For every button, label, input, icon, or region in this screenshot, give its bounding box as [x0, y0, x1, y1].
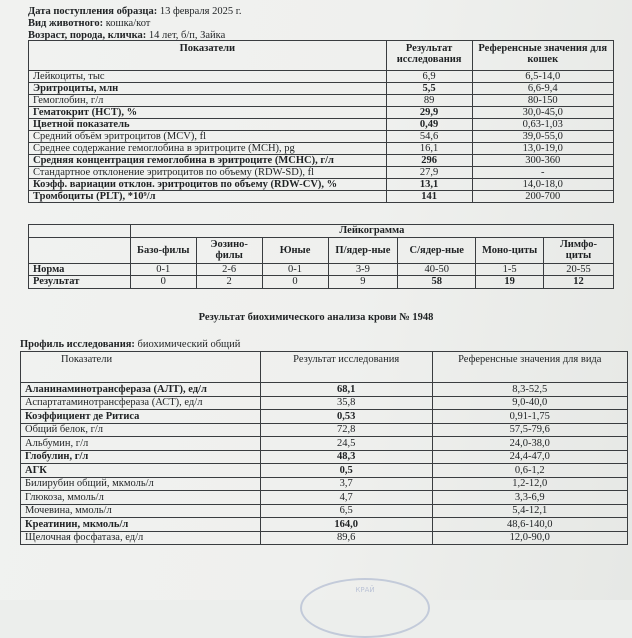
leukogram-norm-cell: 40-50 [398, 263, 476, 276]
biochem-indicator-cell: Аланинаминотрансфераза (АЛТ), ед/л [21, 383, 261, 397]
biochem-result-cell: 4,7 [260, 491, 432, 505]
biochem-reference-cell: 0,6-1,2 [432, 464, 627, 478]
leukogram-norm-cell: 1-5 [476, 263, 544, 276]
sample-date-value: 13 февраля 2025 г. [159, 6, 242, 17]
cbc-row [29, 179, 614, 191]
cbc-header-row [29, 41, 614, 71]
cbc-col-result: Результат исследования [386, 41, 472, 71]
biochem-reference-cell: 5,4-12,1 [432, 504, 627, 518]
biochem-row [21, 450, 628, 464]
biochem-indicator-cell: Глюкоза, ммоль/л [21, 491, 261, 505]
biochem-header-row [21, 352, 628, 383]
cbc-indicator-cell: Тромбоциты (PLT), *10⁹/л [29, 191, 387, 203]
biochem-col-reference: Референсные значения для вида [432, 352, 627, 383]
cbc-indicator-cell: Цветной показатель [29, 119, 387, 131]
biochem-row [21, 491, 628, 505]
cbc-indicator-cell: Среднее содержание гемоглобина в эритроците (МСН), pg [29, 143, 387, 155]
cbc-result-cell: 5,5 [386, 83, 472, 95]
biochem-result-cell: 0,53 [260, 410, 432, 424]
biochem-indicator-cell: АГК [21, 464, 261, 478]
profile-label: Профиль исследования: [20, 339, 135, 350]
cbc-reference-cell: 80-150 [472, 95, 613, 107]
sample-date-line [28, 6, 241, 18]
leukogram-result-cell: 0 [130, 276, 196, 289]
biochem-result-cell: 164,0 [260, 518, 432, 532]
leukogram-col-eosinophils: Эозино-филы [196, 237, 262, 263]
biochem-result-cell: 0,5 [260, 464, 432, 478]
biochem-reference-cell: 24,4-47,0 [432, 450, 627, 464]
biochem-indicator-cell: Билирубин общий, мкмоль/л [21, 477, 261, 491]
leukogram-norm-cell: 0-1 [262, 263, 328, 276]
biochem-reference-cell: 0,91-1,75 [432, 410, 627, 424]
profile-value: биохимический общий [137, 339, 241, 350]
species-value: кошка/кот [105, 18, 151, 29]
cbc-reference-cell: 39,0-55,0 [472, 131, 613, 143]
cbc-row [29, 155, 614, 167]
biochem-row [21, 518, 628, 532]
age-breed-label: Возраст, порода, кличка: [28, 30, 147, 41]
cbc-reference-cell: 6,6-9,4 [472, 83, 613, 95]
biochem-indicator-cell: Коэффициент де Ритиса [21, 410, 261, 424]
cbc-indicator-cell: Лейкоциты, тыс [29, 71, 387, 83]
cbc-result-cell: 27,9 [386, 167, 472, 179]
biochem-indicator-cell: Мочевина, ммоль/л [21, 504, 261, 518]
biochem-reference-cell: 1,2-12,0 [432, 477, 627, 491]
biochem-row [21, 531, 628, 545]
biochem-row [21, 383, 628, 397]
leukogram-title: Лейкограмма [130, 225, 613, 238]
species-line [28, 18, 150, 30]
cbc-indicator-cell: Средний объём эритроцитов (MCV), fl [29, 131, 387, 143]
cbc-reference-cell: 6,5-14,0 [472, 71, 613, 83]
cbc-table [28, 40, 614, 203]
biochem-rows [21, 383, 628, 545]
biochem-indicator-cell: Глобулин, г/л [21, 450, 261, 464]
biochem-row [21, 396, 628, 410]
cbc-indicator-cell: Средняя концентрация гемоглобина в эритроците (МСНС), г/л [29, 155, 387, 167]
cbc-indicator-cell: Стандартное отклонение эритроцитов по объему (RDW-SD), fl [29, 167, 387, 179]
leukogram-result-cell: 9 [328, 276, 398, 289]
biochem-result-cell: 68,1 [260, 383, 432, 397]
cbc-row [29, 95, 614, 107]
leukogram-col-lymphocytes: Лимфо-циты [544, 237, 614, 263]
biochem-result-cell: 24,5 [260, 437, 432, 451]
leukogram-col-band: П/ядер-ные [328, 237, 398, 263]
cbc-reference-cell: - [472, 167, 613, 179]
leukogram-col-segmented: С/ядер-ные [398, 237, 476, 263]
biochem-indicator-cell: Щелочная фосфатаза, ед/л [21, 531, 261, 545]
leukogram-col-young: Юные [262, 237, 328, 263]
cbc-result-cell: 13,1 [386, 179, 472, 191]
cbc-result-cell: 54,6 [386, 131, 472, 143]
cbc-col-indicator: Показатели [29, 41, 387, 71]
biochem-row [21, 423, 628, 437]
cbc-row [29, 167, 614, 179]
biochem-result-cell: 72,8 [260, 423, 432, 437]
biochem-reference-cell: 8,3-52,5 [432, 383, 627, 397]
leukogram-table [28, 224, 614, 289]
cbc-result-cell: 29,9 [386, 107, 472, 119]
cbc-reference-cell: 13,0-19,0 [472, 143, 613, 155]
leukogram-result-cell: 2 [196, 276, 262, 289]
biochem-reference-cell: 12,0-90,0 [432, 531, 627, 545]
biochem-row [21, 504, 628, 518]
biochem-indicator-cell: Общий белок, г/л [21, 423, 261, 437]
biochem-result-cell: 3,7 [260, 477, 432, 491]
biochem-title: Результат биохимического анализа крови № 1948 [198, 312, 434, 323]
leukogram-header-row [29, 237, 614, 263]
cbc-row [29, 119, 614, 131]
leukogram-norm-cell: 3-9 [328, 263, 398, 276]
cbc-reference-cell: 300-360 [472, 155, 613, 167]
cbc-row [29, 71, 614, 83]
biochem-indicator-cell: Аспартатаминотрансфераза (АСТ), ед/л [21, 396, 261, 410]
biochem-reference-cell: 3,3-6,9 [432, 491, 627, 505]
biochem-result-cell: 48,3 [260, 450, 432, 464]
leukogram-corner [29, 225, 131, 238]
leukogram-col-monocytes: Моно-циты [476, 237, 544, 263]
biochem-reference-cell: 57,5-79,6 [432, 423, 627, 437]
leukogram-result-label: Результат [29, 276, 131, 289]
leukogram-norm-row [29, 263, 614, 276]
leukogram-norm-label: Норма [29, 263, 131, 276]
cbc-indicator-cell: Эритроциты, млн [29, 83, 387, 95]
biochem-row [21, 477, 628, 491]
cbc-result-cell: 141 [386, 191, 472, 203]
leukogram-header-corner [29, 237, 131, 263]
cbc-reference-cell: 200-700 [472, 191, 613, 203]
age-breed-value: 14 лет, б/п, Зайка [148, 30, 226, 41]
leukogram-result-cell: 58 [398, 276, 476, 289]
leukogram-title-row [29, 225, 614, 238]
biochem-row [21, 437, 628, 451]
cbc-rows [29, 71, 614, 203]
biochem-result-cell: 89,6 [260, 531, 432, 545]
biochem-reference-cell: 48,6-140,0 [432, 518, 627, 532]
clinic-stamp: КРАЙ [300, 578, 430, 638]
cbc-result-cell: 16,1 [386, 143, 472, 155]
leukogram-norm-cell: 2-6 [196, 263, 262, 276]
cbc-reference-cell: 0,63-1,03 [472, 119, 613, 131]
cbc-row [29, 131, 614, 143]
cbc-result-cell: 89 [386, 95, 472, 107]
biochem-result-cell: 35,8 [260, 396, 432, 410]
cbc-row [29, 191, 614, 203]
sample-date-label: Дата поступления образца: [28, 6, 158, 17]
cbc-indicator-cell: Коэфф. вариации отклон. эритроцитов по объему (RDW-CV), % [29, 179, 387, 191]
cbc-col-reference: Референсные значения для кошек [472, 41, 613, 71]
biochem-col-indicator: Показатели [21, 352, 261, 383]
cbc-result-cell: 296 [386, 155, 472, 167]
cbc-result-cell: 6,9 [386, 71, 472, 83]
biochem-reference-cell: 24,0-38,0 [432, 437, 627, 451]
biochem-reference-cell: 9,0-40,0 [432, 396, 627, 410]
leukogram-col-basophils: Базо-филы [130, 237, 196, 263]
cbc-row [29, 83, 614, 95]
cbc-row [29, 143, 614, 155]
biochem-row [21, 464, 628, 478]
biochem-col-result: Результат исследования [260, 352, 432, 383]
biochem-indicator-cell: Альбумин, г/л [21, 437, 261, 451]
leukogram-result-row [29, 276, 614, 289]
leukogram-result-cell: 19 [476, 276, 544, 289]
biochem-row [21, 410, 628, 424]
leukogram-result-cell: 0 [262, 276, 328, 289]
cbc-reference-cell: 14,0-18,0 [472, 179, 613, 191]
cbc-result-cell: 0,49 [386, 119, 472, 131]
species-label: Вид животного: [28, 18, 104, 29]
leukogram-result-cell: 12 [544, 276, 614, 289]
leukogram-norm-cell: 0-1 [130, 263, 196, 276]
cbc-indicator-cell: Гематокрит (НСТ), % [29, 107, 387, 119]
cbc-reference-cell: 30,0-45,0 [472, 107, 613, 119]
biochem-result-cell: 6,5 [260, 504, 432, 518]
cbc-indicator-cell: Гемоглобин, г/л [29, 95, 387, 107]
biochem-table [20, 351, 628, 545]
profile-line [20, 339, 240, 350]
leukogram-norm-cell: 20-55 [544, 263, 614, 276]
biochem-indicator-cell: Креатинин, мкмоль/л [21, 518, 261, 532]
cbc-row [29, 107, 614, 119]
